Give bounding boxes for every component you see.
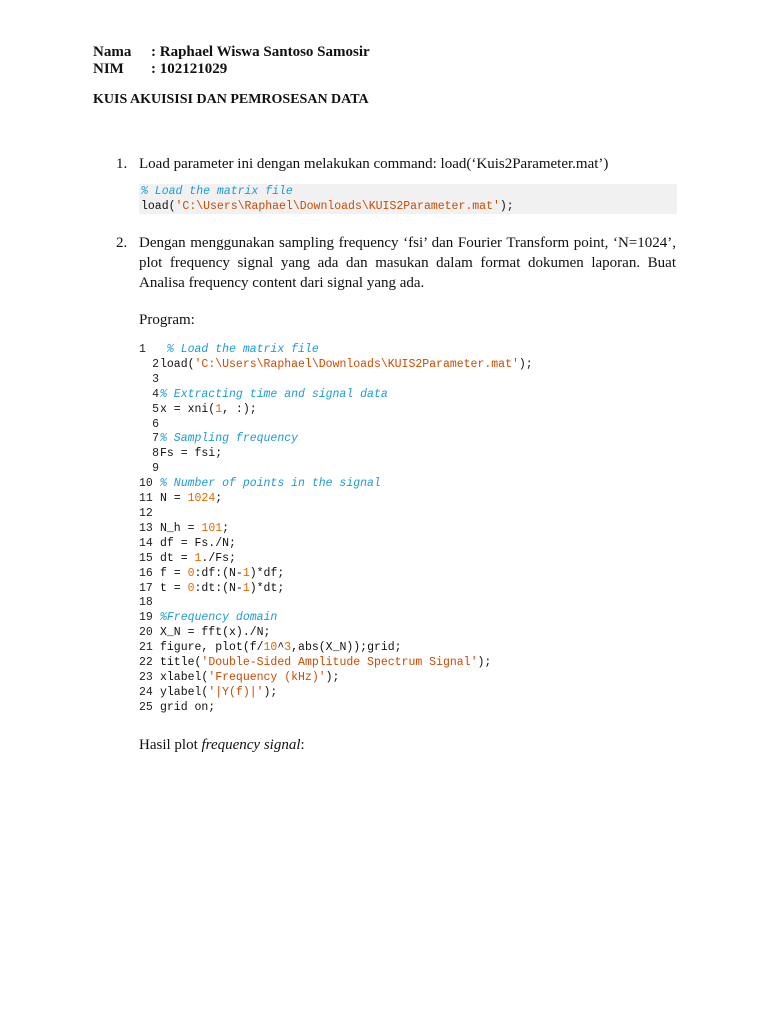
code-line-text (159, 447, 222, 462)
code-token: ; (215, 492, 223, 506)
code-token: :dt:(N- (194, 581, 243, 595)
code-token: 0 (187, 581, 195, 595)
code-token: % Number of points in the signal (160, 477, 381, 491)
code-token: load( (160, 357, 195, 371)
code-line-number: 19 (139, 611, 153, 625)
code-line (139, 552, 533, 567)
code-line (139, 671, 533, 686)
snippet-path-string: 'C:\Users\Raphael\Downloads\KUIS2Parameter.mat' (175, 200, 500, 213)
code-line-number: 15 (139, 551, 153, 565)
code-token: % Load the matrix file (160, 343, 319, 356)
code-line-text (159, 492, 222, 507)
code-token: title( (160, 656, 202, 670)
code-token: 1024 (187, 492, 216, 506)
result-caption-prefix: Hasil plot (139, 737, 202, 753)
code-line-text (159, 582, 284, 597)
code-token: '|Y(f)|' (208, 685, 264, 699)
code-line-text (159, 522, 229, 537)
snippet-fn: load( (141, 200, 176, 213)
code-token: ); (477, 656, 492, 670)
result-caption-suffix: : (300, 737, 305, 753)
code-line (139, 611, 533, 626)
question-1-text: Load parameter ini dengan melakukan command: load(‘Kuis2Parameter.mat’) (139, 156, 609, 172)
code-line-text (159, 462, 167, 477)
nim-value: : 102121029 (151, 61, 228, 77)
code-token: 'Double-Sided Amplitude Spectrum Signal' (201, 656, 478, 670)
code-token: N = (160, 492, 188, 506)
code-token: N_h = (160, 521, 202, 535)
code-token: 101 (201, 521, 223, 535)
code-line-number: 16 (139, 566, 153, 580)
code-line (139, 567, 533, 582)
code-line-number: 1 (139, 343, 146, 356)
code-line-text (159, 537, 236, 552)
code-line-number: 7 (152, 432, 159, 446)
code-line-text (159, 373, 167, 388)
code-line (139, 641, 533, 656)
code-line-text (159, 358, 533, 373)
name-row (93, 44, 370, 61)
code-line-number: 20 (139, 626, 153, 640)
name-label: Nama (93, 44, 132, 60)
code-line (139, 447, 533, 462)
nim-row (93, 61, 370, 78)
code-line-text (159, 686, 277, 701)
code-token: ylabel( (160, 685, 209, 699)
document-title: KUIS AKUISISI DAN PEMROSESAN DATA (93, 92, 369, 107)
program-code-block (139, 343, 533, 716)
code-line-text (159, 403, 257, 418)
code-line (139, 432, 533, 447)
code-line (139, 626, 533, 641)
code-line (139, 418, 533, 433)
code-token: grid on; (160, 700, 216, 714)
code-token: 1 (242, 566, 250, 580)
code-line (139, 373, 533, 388)
code-token: f = (160, 566, 188, 580)
code-token: 1 (215, 402, 223, 416)
code-line-text (159, 701, 215, 716)
load-code-snippet (139, 184, 677, 214)
code-token: %Frequency domain (160, 611, 278, 625)
code-token: t = (160, 581, 188, 595)
code-line-number: 8 (152, 447, 159, 461)
code-line-text (159, 671, 339, 686)
code-line-number: 9 (152, 462, 159, 476)
code-line-number: 4 (152, 387, 159, 401)
code-line-text (159, 626, 270, 641)
code-line-text (159, 567, 284, 582)
code-line (139, 343, 533, 358)
result-caption-italic: frequency signal (201, 737, 301, 753)
code-token: :df:(N- (194, 566, 243, 580)
result-caption (139, 737, 305, 754)
code-token: df = Fs./N; (160, 536, 236, 550)
code-token: ./Fs; (201, 551, 236, 565)
code-line-text (159, 432, 298, 447)
code-line-number: 13 (139, 521, 153, 535)
code-line (139, 403, 533, 418)
code-line (139, 507, 533, 522)
code-token: 10 (263, 641, 278, 655)
code-line-number: 25 (139, 700, 153, 714)
code-line-number: 21 (139, 641, 153, 655)
code-line-number: 14 (139, 536, 153, 550)
code-line-text (159, 507, 167, 522)
code-line-text (159, 611, 277, 626)
code-line (139, 537, 533, 552)
code-line-number: 5 (152, 402, 159, 416)
code-token: xlabel( (160, 670, 209, 684)
code-line-number: 18 (139, 596, 153, 610)
code-token: % Sampling frequency (160, 432, 299, 446)
code-token: ,abs(X_N));grid; (291, 641, 402, 655)
question-2-text: Dengan menggunakan sampling frequency ‘fsi’ dan Fourier Transform point, ‘N=1024’, plot frequency signal yang ada dan masukan dalam format dokumen laporan. Buat Analisa frequency content dari signal yang ada. (139, 235, 676, 291)
snippet-comment: % Load the matrix file (141, 185, 293, 198)
code-line-text (159, 596, 167, 611)
code-line-number: 22 (139, 656, 153, 670)
code-token: % Extracting time and signal data (160, 387, 388, 401)
code-line-number: 3 (152, 372, 159, 386)
code-token: , :); (222, 402, 257, 416)
program-label: Program: (139, 312, 195, 328)
nim-label: NIM (93, 61, 124, 77)
code-token: dt = (160, 551, 195, 565)
snippet-load-line (141, 199, 677, 214)
code-line (139, 596, 533, 611)
question-1-number: 1. (116, 156, 128, 172)
name-value: : Raphael Wiswa Santoso Samosir (151, 44, 370, 60)
code-token: ); (263, 685, 278, 699)
code-line (139, 686, 533, 701)
code-line-text (159, 418, 167, 433)
code-line-text (159, 656, 491, 671)
code-line (139, 358, 533, 373)
code-line-number: 11 (139, 492, 153, 506)
code-token: )*df; (249, 566, 285, 580)
code-line-number: 12 (139, 506, 153, 520)
code-line-number: 23 (139, 670, 153, 684)
code-token: figure, plot(f/ (160, 641, 264, 655)
code-line-text (159, 388, 388, 403)
code-token: )*dt; (249, 581, 285, 595)
code-token: 'C:\Users\Raphael\Downloads\KUIS2Parameter.mat' (194, 357, 519, 371)
code-line-number: 10 (139, 477, 153, 491)
student-header (93, 44, 370, 78)
code-line (139, 582, 533, 597)
code-token: ^ (277, 641, 285, 655)
code-token: 'Frequency (kHz)' (208, 670, 326, 684)
code-line-text (159, 552, 236, 567)
code-token: 1 (242, 581, 250, 595)
code-line (139, 656, 533, 671)
code-line-text (159, 641, 402, 656)
code-line-text (159, 477, 381, 492)
code-token: Fs = fsi; (160, 447, 223, 461)
code-line (139, 522, 533, 537)
code-line (139, 492, 533, 507)
code-token: X_N = fft(x)./N; (160, 626, 271, 640)
code-token: ; (222, 521, 230, 535)
code-line (139, 701, 533, 716)
code-line-text (159, 343, 319, 358)
code-line-number: 24 (139, 685, 153, 699)
code-line-number: 2 (152, 357, 159, 371)
question-2-number: 2. (116, 235, 128, 251)
code-token: 1 (194, 551, 202, 565)
code-token: ); (325, 670, 340, 684)
code-line-number: 17 (139, 581, 153, 595)
code-token: 3 (284, 641, 292, 655)
code-token: 0 (187, 566, 195, 580)
code-token: ); (518, 357, 533, 371)
code-line-number: 6 (152, 417, 159, 431)
code-line (139, 388, 533, 403)
code-token: x = xni( (160, 402, 216, 416)
snippet-end: ); (499, 200, 514, 213)
code-line (139, 462, 533, 477)
code-line (139, 477, 533, 492)
